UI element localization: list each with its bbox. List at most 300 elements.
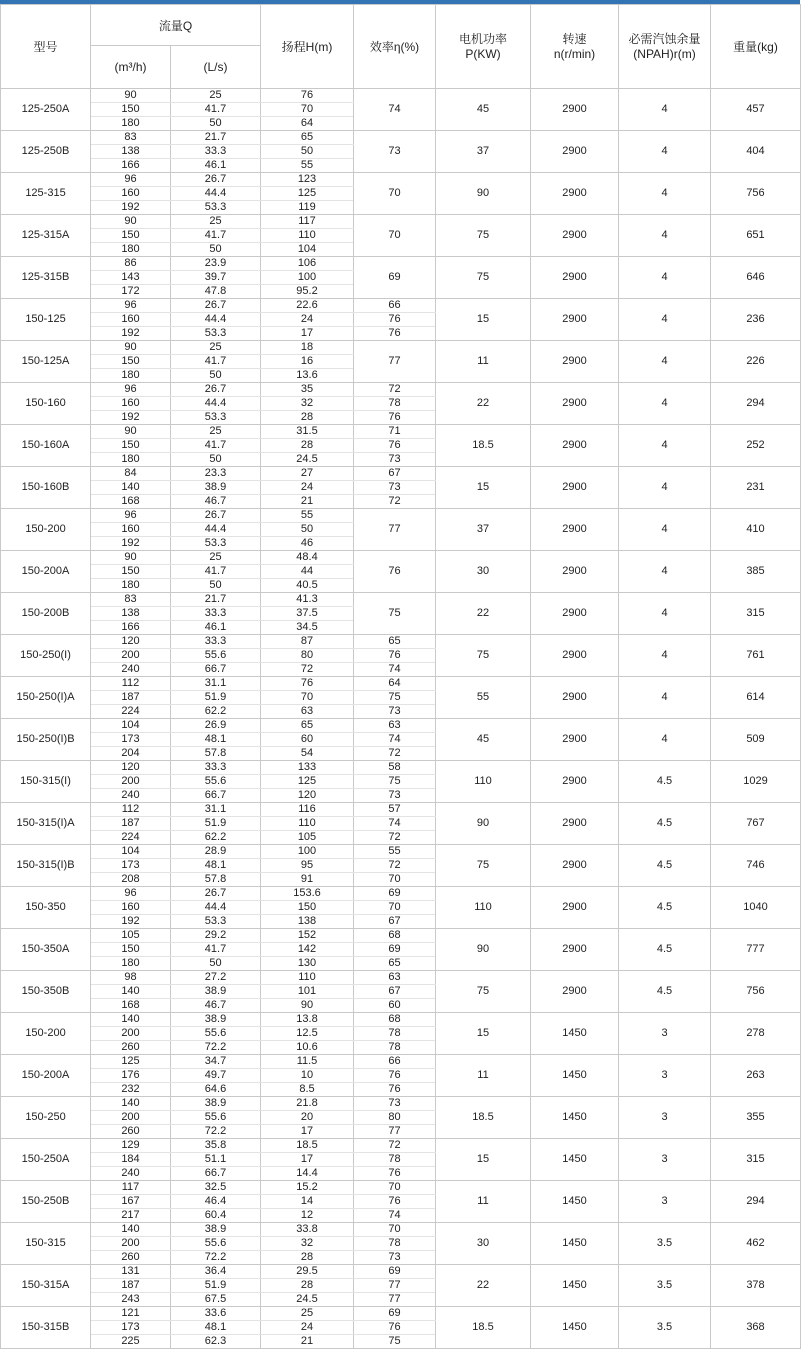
flow-ls-cell: 38.9 (171, 481, 261, 495)
flow-m3h-cell: 176 (91, 1069, 171, 1083)
table-header (1, 5, 801, 89)
flow-ls-cell: 53.3 (171, 327, 261, 341)
flow-m3h-cell: 232 (91, 1083, 171, 1097)
model-cell: 125-315 (1, 173, 91, 215)
table-row (1, 509, 801, 523)
head-cell: 76 (261, 89, 354, 103)
flow-ls-cell: 46.4 (171, 1195, 261, 1209)
model-cell: 150-250(I) (1, 635, 91, 677)
flow-ls-cell: 72.2 (171, 1251, 261, 1265)
flow-ls-cell: 50 (171, 369, 261, 383)
flow-m3h-cell: 90 (91, 341, 171, 355)
speed-cell: 1450 (531, 1013, 619, 1055)
pump-spec-table (0, 4, 801, 1349)
weight-cell: 777 (711, 929, 801, 971)
flow-m3h-cell: 150 (91, 943, 171, 957)
flow-ls-cell: 33.3 (171, 145, 261, 159)
efficiency-cell: 75 (354, 1335, 436, 1349)
speed-cell: 2900 (531, 257, 619, 299)
npsh-cell: 4.5 (619, 845, 711, 887)
head-cell: 14 (261, 1195, 354, 1209)
speed-cell: 2900 (531, 719, 619, 761)
power-cell: 37 (436, 131, 531, 173)
weight-cell: 294 (711, 1181, 801, 1223)
power-cell: 90 (436, 803, 531, 845)
head-cell: 150 (261, 901, 354, 915)
flow-m3h-cell: 98 (91, 971, 171, 985)
table-row (1, 929, 801, 943)
efficiency-cell: 55 (354, 845, 436, 859)
model-cell: 150-160A (1, 425, 91, 467)
weight-cell: 236 (711, 299, 801, 341)
power-cell: 22 (436, 1265, 531, 1307)
flow-ls-cell: 55.6 (171, 649, 261, 663)
efficiency-cell: 67 (354, 467, 436, 481)
weight-cell: 404 (711, 131, 801, 173)
flow-ls-cell: 50 (171, 453, 261, 467)
flow-m3h-cell: 90 (91, 425, 171, 439)
flow-ls-cell: 21.7 (171, 593, 261, 607)
head-cell: 65 (261, 131, 354, 145)
power-cell: 110 (436, 887, 531, 929)
head-cell: 21 (261, 495, 354, 509)
flow-m3h-cell: 86 (91, 257, 171, 271)
flow-m3h-cell: 150 (91, 439, 171, 453)
model-cell: 150-350B (1, 971, 91, 1013)
npsh-cell: 4.5 (619, 761, 711, 803)
flow-ls-cell: 72.2 (171, 1041, 261, 1055)
weight-cell: 368 (711, 1307, 801, 1349)
flow-m3h-cell: 83 (91, 593, 171, 607)
model-cell: 150-160 (1, 383, 91, 425)
flow-m3h-cell: 150 (91, 229, 171, 243)
head-cell: 44 (261, 565, 354, 579)
flow-ls-cell: 33.3 (171, 761, 261, 775)
power-cell: 75 (436, 845, 531, 887)
table-body (1, 89, 801, 1349)
flow-ls-cell: 51.9 (171, 691, 261, 705)
flow-m3h-cell: 140 (91, 1013, 171, 1027)
npsh-cell: 3.5 (619, 1223, 711, 1265)
flow-ls-cell: 41.7 (171, 229, 261, 243)
table-row (1, 971, 801, 985)
flow-ls-cell: 25 (171, 89, 261, 103)
head-cell: 31.5 (261, 425, 354, 439)
flow-m3h-cell: 167 (91, 1195, 171, 1209)
header-power (436, 5, 531, 89)
flow-ls-cell: 57.8 (171, 873, 261, 887)
flow-m3h-cell: 90 (91, 89, 171, 103)
flow-ls-cell: 62.2 (171, 705, 261, 719)
table-row (1, 383, 801, 397)
head-cell: 116 (261, 803, 354, 817)
efficiency-cell: 74 (354, 1209, 436, 1223)
head-cell: 15.2 (261, 1181, 354, 1195)
flow-ls-cell: 53.3 (171, 411, 261, 425)
efficiency-cell: 68 (354, 929, 436, 943)
power-cell: 75 (436, 257, 531, 299)
head-cell: 12 (261, 1209, 354, 1223)
efficiency-cell: 72 (354, 383, 436, 397)
speed-cell: 2900 (531, 173, 619, 215)
head-cell: 16 (261, 355, 354, 369)
efficiency-cell: 66 (354, 1055, 436, 1069)
flow-m3h-cell: 160 (91, 901, 171, 915)
efficiency-cell: 74 (354, 663, 436, 677)
npsh-cell: 3.5 (619, 1307, 711, 1349)
weight-cell: 385 (711, 551, 801, 593)
flow-ls-cell: 33.3 (171, 607, 261, 621)
table-row (1, 593, 801, 607)
flow-ls-cell: 26.9 (171, 719, 261, 733)
power-cell: 22 (436, 383, 531, 425)
flow-m3h-cell: 200 (91, 775, 171, 789)
weight-cell: 378 (711, 1265, 801, 1307)
head-cell: 64 (261, 117, 354, 131)
flow-ls-cell: 26.7 (171, 299, 261, 313)
npsh-cell: 3 (619, 1055, 711, 1097)
flow-ls-cell: 21.7 (171, 131, 261, 145)
model-cell: 125-250A (1, 89, 91, 131)
flow-ls-cell: 33.6 (171, 1307, 261, 1321)
head-cell: 10 (261, 1069, 354, 1083)
flow-m3h-cell: 173 (91, 1321, 171, 1335)
speed-cell: 2900 (531, 887, 619, 929)
efficiency-cell: 70 (354, 173, 436, 215)
speed-cell: 1450 (531, 1223, 619, 1265)
flow-ls-cell: 27.2 (171, 971, 261, 985)
weight-cell: 294 (711, 383, 801, 425)
head-cell: 24 (261, 481, 354, 495)
head-cell: 130 (261, 957, 354, 971)
flow-m3h-cell: 96 (91, 173, 171, 187)
head-cell: 91 (261, 873, 354, 887)
flow-m3h-cell: 192 (91, 411, 171, 425)
header-speed-line1: 转速 (562, 31, 587, 46)
npsh-cell: 4 (619, 509, 711, 551)
head-cell: 24.5 (261, 453, 354, 467)
flow-m3h-cell: 160 (91, 397, 171, 411)
head-cell: 25 (261, 1307, 354, 1321)
flow-m3h-cell: 180 (91, 243, 171, 257)
efficiency-cell: 69 (354, 1265, 436, 1279)
efficiency-cell: 73 (354, 1097, 436, 1111)
efficiency-cell: 68 (354, 1013, 436, 1027)
npsh-cell: 4 (619, 593, 711, 635)
flow-m3h-cell: 200 (91, 1027, 171, 1041)
model-cell: 150-250(I)B (1, 719, 91, 761)
head-cell: 28 (261, 439, 354, 453)
model-cell: 150-200A (1, 1055, 91, 1097)
table-row (1, 1307, 801, 1321)
power-cell: 37 (436, 509, 531, 551)
speed-cell: 1450 (531, 1181, 619, 1223)
weight-cell: 457 (711, 89, 801, 131)
flow-ls-cell: 50 (171, 579, 261, 593)
head-cell: 24 (261, 313, 354, 327)
head-cell: 27 (261, 467, 354, 481)
flow-m3h-cell: 166 (91, 621, 171, 635)
flow-m3h-cell: 260 (91, 1251, 171, 1265)
model-cell: 150-315A (1, 1265, 91, 1307)
head-cell: 17 (261, 327, 354, 341)
flow-m3h-cell: 150 (91, 103, 171, 117)
flow-m3h-cell: 204 (91, 747, 171, 761)
table-row (1, 803, 801, 817)
model-cell: 150-125 (1, 299, 91, 341)
model-cell: 150-250(I)A (1, 677, 91, 719)
head-cell: 12.5 (261, 1027, 354, 1041)
flow-m3h-cell: 96 (91, 509, 171, 523)
flow-ls-cell: 72.2 (171, 1125, 261, 1139)
npsh-cell: 4 (619, 635, 711, 677)
table-row (1, 89, 801, 103)
flow-m3h-cell: 90 (91, 215, 171, 229)
flow-m3h-cell: 166 (91, 159, 171, 173)
efficiency-cell: 76 (354, 1083, 436, 1097)
table-row (1, 1013, 801, 1027)
flow-ls-cell: 48.1 (171, 859, 261, 873)
flow-ls-cell: 51.9 (171, 817, 261, 831)
power-cell: 22 (436, 593, 531, 635)
flow-ls-cell: 29.2 (171, 929, 261, 943)
flow-ls-cell: 32.5 (171, 1181, 261, 1195)
speed-cell: 2900 (531, 635, 619, 677)
flow-m3h-cell: 120 (91, 635, 171, 649)
power-cell: 110 (436, 761, 531, 803)
weight-cell: 646 (711, 257, 801, 299)
efficiency-cell: 74 (354, 89, 436, 131)
weight-cell: 767 (711, 803, 801, 845)
efficiency-cell: 76 (354, 649, 436, 663)
efficiency-cell: 73 (354, 789, 436, 803)
head-cell: 14.4 (261, 1167, 354, 1181)
weight-cell: 410 (711, 509, 801, 551)
flow-ls-cell: 57.8 (171, 747, 261, 761)
model-cell: 150-315(I) (1, 761, 91, 803)
model-cell: 150-350A (1, 929, 91, 971)
flow-ls-cell: 41.7 (171, 103, 261, 117)
head-cell: 18.5 (261, 1139, 354, 1153)
efficiency-cell: 78 (354, 1041, 436, 1055)
efficiency-cell: 77 (354, 1125, 436, 1139)
speed-cell: 2900 (531, 299, 619, 341)
power-cell: 18.5 (436, 425, 531, 467)
efficiency-cell: 58 (354, 761, 436, 775)
speed-cell: 2900 (531, 593, 619, 635)
header-npsh (619, 5, 711, 89)
efficiency-cell: 77 (354, 341, 436, 383)
speed-cell: 2900 (531, 845, 619, 887)
head-cell: 125 (261, 775, 354, 789)
power-cell: 90 (436, 173, 531, 215)
flow-m3h-cell: 140 (91, 1223, 171, 1237)
table-row (1, 215, 801, 229)
table-row (1, 551, 801, 565)
flow-m3h-cell: 121 (91, 1307, 171, 1321)
head-cell: 55 (261, 159, 354, 173)
efficiency-cell: 75 (354, 775, 436, 789)
flow-ls-cell: 46.1 (171, 621, 261, 635)
flow-ls-cell: 46.7 (171, 495, 261, 509)
head-cell: 10.6 (261, 1041, 354, 1055)
efficiency-cell: 77 (354, 1293, 436, 1307)
table-row (1, 341, 801, 355)
flow-m3h-cell: 187 (91, 691, 171, 705)
head-cell: 34.5 (261, 621, 354, 635)
flow-m3h-cell: 84 (91, 467, 171, 481)
flow-m3h-cell: 112 (91, 677, 171, 691)
speed-cell: 2900 (531, 803, 619, 845)
efficiency-cell: 75 (354, 691, 436, 705)
efficiency-cell: 70 (354, 1181, 436, 1195)
flow-ls-cell: 44.4 (171, 313, 261, 327)
efficiency-cell: 77 (354, 509, 436, 551)
head-cell: 63 (261, 705, 354, 719)
head-cell: 50 (261, 145, 354, 159)
head-cell: 100 (261, 271, 354, 285)
model-cell: 150-200A (1, 551, 91, 593)
head-cell: 24.5 (261, 1293, 354, 1307)
efficiency-cell: 69 (354, 887, 436, 901)
head-cell: 80 (261, 649, 354, 663)
efficiency-cell: 65 (354, 635, 436, 649)
flow-m3h-cell: 168 (91, 495, 171, 509)
head-cell: 54 (261, 747, 354, 761)
efficiency-cell: 73 (354, 705, 436, 719)
weight-cell: 756 (711, 173, 801, 215)
flow-m3h-cell: 120 (91, 761, 171, 775)
flow-m3h-cell: 240 (91, 789, 171, 803)
efficiency-cell: 74 (354, 733, 436, 747)
table-row (1, 299, 801, 313)
flow-ls-cell: 44.4 (171, 397, 261, 411)
flow-m3h-cell: 187 (91, 817, 171, 831)
power-cell: 45 (436, 89, 531, 131)
flow-ls-cell: 51.1 (171, 1153, 261, 1167)
head-cell: 95 (261, 859, 354, 873)
flow-ls-cell: 64.6 (171, 1083, 261, 1097)
npsh-cell: 4.5 (619, 971, 711, 1013)
table-row (1, 845, 801, 859)
head-cell: 117 (261, 215, 354, 229)
power-cell: 11 (436, 1181, 531, 1223)
flow-ls-cell: 55.6 (171, 1027, 261, 1041)
head-cell: 70 (261, 103, 354, 117)
efficiency-cell: 65 (354, 957, 436, 971)
flow-m3h-cell: 192 (91, 537, 171, 551)
head-cell: 50 (261, 523, 354, 537)
header-npsh-line2: (NPAH)r(m) (633, 46, 696, 61)
speed-cell: 2900 (531, 551, 619, 593)
npsh-cell: 4 (619, 719, 711, 761)
efficiency-cell: 76 (354, 411, 436, 425)
efficiency-cell: 67 (354, 915, 436, 929)
npsh-cell: 4.5 (619, 803, 711, 845)
power-cell: 11 (436, 341, 531, 383)
weight-cell: 231 (711, 467, 801, 509)
npsh-cell: 4.5 (619, 887, 711, 929)
flow-ls-cell: 38.9 (171, 1097, 261, 1111)
efficiency-cell: 69 (354, 943, 436, 957)
efficiency-cell: 76 (354, 551, 436, 593)
model-cell: 150-350 (1, 887, 91, 929)
flow-m3h-cell: 208 (91, 873, 171, 887)
header-flow: 流量Q (91, 5, 261, 46)
efficiency-cell: 67 (354, 985, 436, 999)
table-row (1, 425, 801, 439)
efficiency-cell: 76 (354, 1167, 436, 1181)
flow-ls-cell: 44.4 (171, 523, 261, 537)
header-speed (531, 5, 619, 89)
head-cell: 123 (261, 173, 354, 187)
table-row (1, 467, 801, 481)
flow-m3h-cell: 90 (91, 551, 171, 565)
power-cell: 75 (436, 635, 531, 677)
weight-cell: 315 (711, 593, 801, 635)
flow-m3h-cell: 225 (91, 1335, 171, 1349)
flow-m3h-cell: 173 (91, 733, 171, 747)
efficiency-cell: 63 (354, 971, 436, 985)
head-cell: 40.5 (261, 579, 354, 593)
power-cell: 15 (436, 1013, 531, 1055)
table-row (1, 677, 801, 691)
head-cell: 28 (261, 1279, 354, 1293)
power-cell: 15 (436, 1139, 531, 1181)
head-cell: 32 (261, 397, 354, 411)
flow-m3h-cell: 243 (91, 1293, 171, 1307)
flow-m3h-cell: 240 (91, 1167, 171, 1181)
header-flow-ls: (L/s) (171, 46, 261, 89)
table-row (1, 131, 801, 145)
npsh-cell: 4 (619, 89, 711, 131)
flow-ls-cell: 46.7 (171, 999, 261, 1013)
flow-m3h-cell: 240 (91, 663, 171, 677)
flow-ls-cell: 66.7 (171, 789, 261, 803)
flow-m3h-cell: 160 (91, 187, 171, 201)
flow-ls-cell: 55.6 (171, 775, 261, 789)
model-cell: 150-315B (1, 1307, 91, 1349)
flow-ls-cell: 44.4 (171, 901, 261, 915)
head-cell: 28 (261, 411, 354, 425)
flow-m3h-cell: 96 (91, 383, 171, 397)
efficiency-cell: 71 (354, 425, 436, 439)
flow-ls-cell: 26.7 (171, 383, 261, 397)
speed-cell: 2900 (531, 341, 619, 383)
flow-ls-cell: 66.7 (171, 663, 261, 677)
flow-ls-cell: 51.9 (171, 1279, 261, 1293)
flow-m3h-cell: 160 (91, 523, 171, 537)
flow-m3h-cell: 224 (91, 705, 171, 719)
weight-cell: 761 (711, 635, 801, 677)
flow-ls-cell: 67.5 (171, 1293, 261, 1307)
flow-m3h-cell: 160 (91, 313, 171, 327)
head-cell: 110 (261, 229, 354, 243)
head-cell: 153.6 (261, 887, 354, 901)
weight-cell: 1040 (711, 887, 801, 929)
flow-m3h-cell: 150 (91, 355, 171, 369)
speed-cell: 2900 (531, 383, 619, 425)
model-cell: 150-160B (1, 467, 91, 509)
efficiency-cell: 72 (354, 495, 436, 509)
flow-ls-cell: 66.7 (171, 1167, 261, 1181)
speed-cell: 2900 (531, 425, 619, 467)
power-cell: 18.5 (436, 1307, 531, 1349)
weight-cell: 278 (711, 1013, 801, 1055)
flow-ls-cell: 50 (171, 117, 261, 131)
head-cell: 8.5 (261, 1083, 354, 1097)
flow-m3h-cell: 260 (91, 1041, 171, 1055)
